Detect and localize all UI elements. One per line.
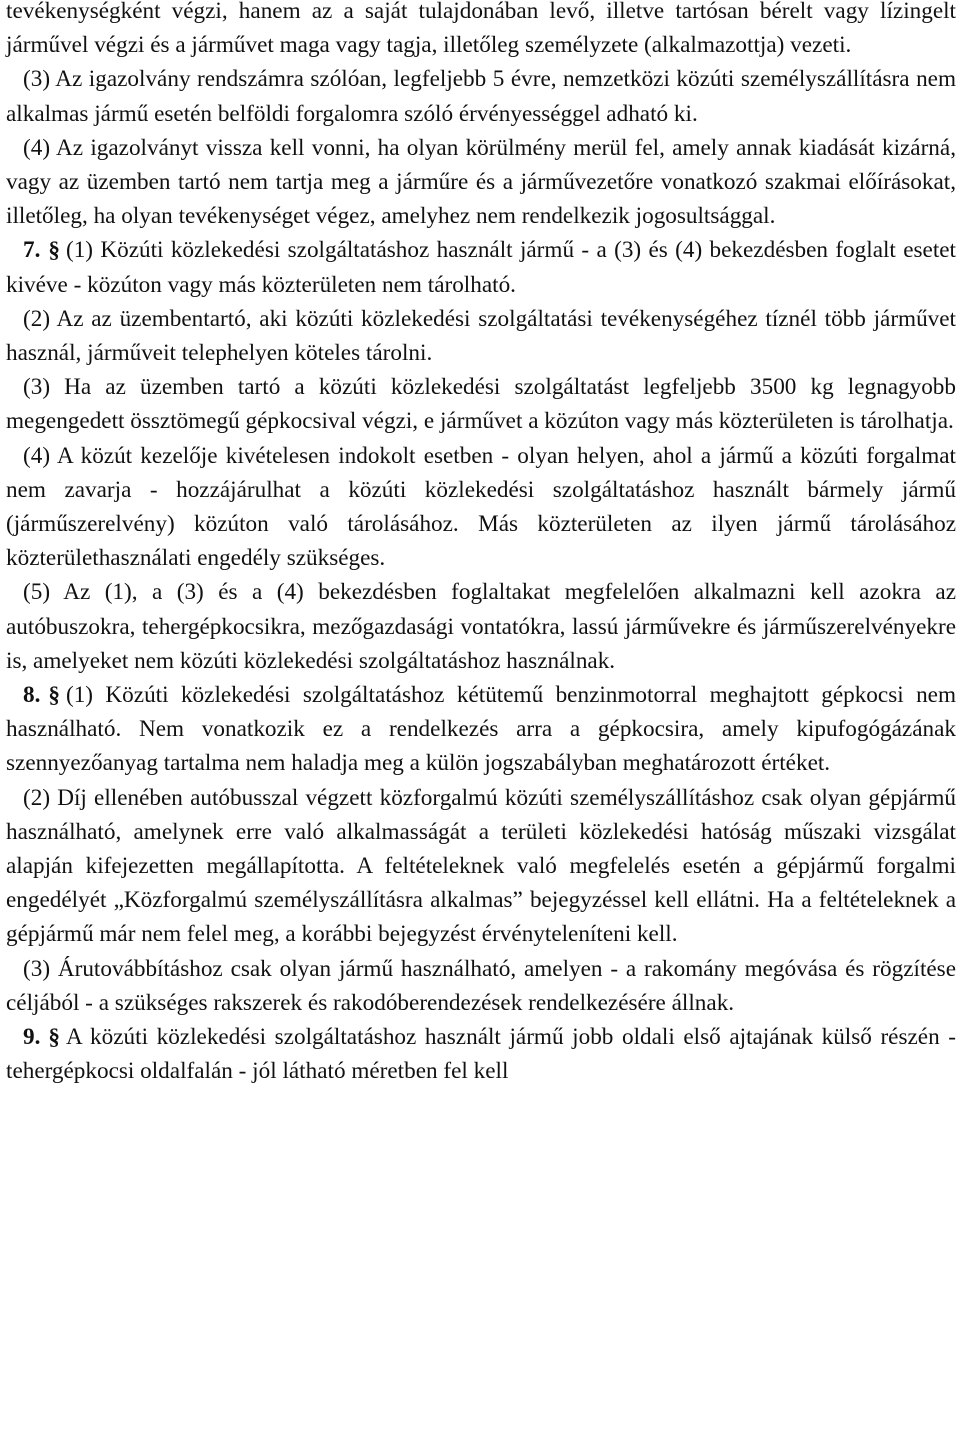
paragraph-8-3 — [6, 952, 956, 1020]
paragraph-7-2 — [6, 302, 956, 370]
section-8-paragraph-1 — [6, 678, 956, 781]
section-sign: § — [48, 237, 60, 264]
section-number: 8. — [23, 682, 41, 709]
paragraph-text: (2) Az az üzembentartó, aki közúti közlekedési szolgáltatási tevékenységéhez tíznél több járművet használ, járműveit telephelyen köteles tárolni. — [6, 305, 956, 367]
paragraph-7-3 — [6, 370, 956, 438]
paragraph-text: (4) A közút kezelője kivételesen indokolt esetben - olyan helyen, ahol a jármű a közúti forgalmat nem zavarja - hozzájárulhat a közúti közlekedési szolgáltatáshoz használt bármely jármű (járműszerelvény) közúton való tárolásához. Más közterületen az ilyen jármű tárolásához közterülethasználati engedély szükséges. — [6, 442, 956, 572]
paragraph-text: (5) Az (1), a (3) és a (4) bekezdésben foglaltakat megfelelően alkalmazni kell azokra az autóbuszokra, tehergépkocsikra, mezőgazdasági vontatókra, lassú járművekre és járműszerelvényekre is, amelyeket nem közúti közlekedési szolgáltatáshoz használnak. — [6, 579, 956, 674]
paragraph-text: (2) Díj ellenében autóbusszal végzett közforgalmú közúti személyszállításhoz csak olyan gépjármű használható, amelynek erre való alkalmasságát a területi közlekedési hatóság műszaki vizsgálat alapján kifejezetten megállapította. A feltételeknek való megfelelés esetén a gépjármű forgalmi engedélyét „Közforgalmú személyszállításra alkalmas” bejegyzéssel kell ellátni. Ha a feltételeknek a gépjármű már nem felel meg, a korábbi bejegyzést érvényteleníteni kell. — [6, 784, 956, 948]
section-sign: § — [48, 1024, 60, 1051]
paragraph-text: (1) Közúti közlekedési szolgáltatáshoz kétütemű benzinmotorral meghajtott gépkocsi nem használható. Nem vonatkozik ez a rendelkezés arra a gépkocsira, amely kipufogógázának szennyezőanyag tartalma nem haladja meg a külön jogszabályban meghatározott értéket. — [6, 682, 956, 777]
paragraph-8-2 — [6, 781, 956, 952]
section-sign: § — [48, 682, 60, 709]
paragraph-text: (3) Ha az üzemben tartó a közúti közlekedési szolgáltatást legfeljebb 3500 kg legnagyobb megengedett össztömegű gépkocsival végzi, e járművet a közúton vagy más közterületen is tárolhatja. — [6, 374, 956, 435]
section-7-paragraph-1 — [6, 233, 956, 301]
section-number: 9. — [23, 1024, 41, 1051]
paragraph-text: (3) Árutovábbításhoz csak olyan jármű használható, amelyen - a rakomány megóvása és rögzítése céljából - a szükséges rakszerek és rakodóberendezések rendelkezésére állnak. — [6, 955, 956, 1016]
paragraph-text: tevékenységként végzi, hanem az a saját tulajdonában levő, illetve tartósan bérelt vagy lízingelt járművel végzi és a járművet maga vagy tagja, illetőleg személyzete (alkalmazottja) vezeti. — [6, 0, 956, 59]
paragraph-6-3 — [6, 62, 956, 130]
paragraph-text: A közúti közlekedési szolgáltatáshoz használt jármű jobb oldali első ajtajának külső részén - tehergépkocsi oldalfalán - jól látható méretben fel kell — [6, 1024, 956, 1085]
paragraph-7-4 — [6, 439, 956, 576]
paragraph-text: (3) Az igazolvány rendszámra szólóan, legfeljebb 5 évre, nemzetközi közúti személyszállításra nem alkalmas jármű esetén belföldi forgalomra szóló érvényességgel adható ki. — [6, 66, 956, 127]
paragraph-text: (1) Közúti közlekedési szolgáltatáshoz használt jármű - a (3) és (4) bekezdésben foglalt esetet kivéve - közúton vagy más közterületen nem tárolható. — [6, 237, 956, 298]
paragraph-6-4 — [6, 131, 956, 234]
paragraph-7-5 — [6, 575, 956, 678]
section-number: 7. — [23, 237, 41, 264]
document-page — [6, 0, 956, 1089]
paragraph-text: (4) Az igazolványt vissza kell vonni, ha olyan körülmény merül fel, amely annak kiadását kizárná, vagy az üzemben tartó nem tartja meg a járműre és a járművezetőre vonatkozó szakmai előírásokat, illetőleg, ha olyan tevékenységet végez, amelyhez nem rendelkezik jogosultsággal. — [6, 134, 956, 230]
section-9 — [6, 1020, 956, 1088]
paragraph-continuation — [6, 0, 956, 62]
